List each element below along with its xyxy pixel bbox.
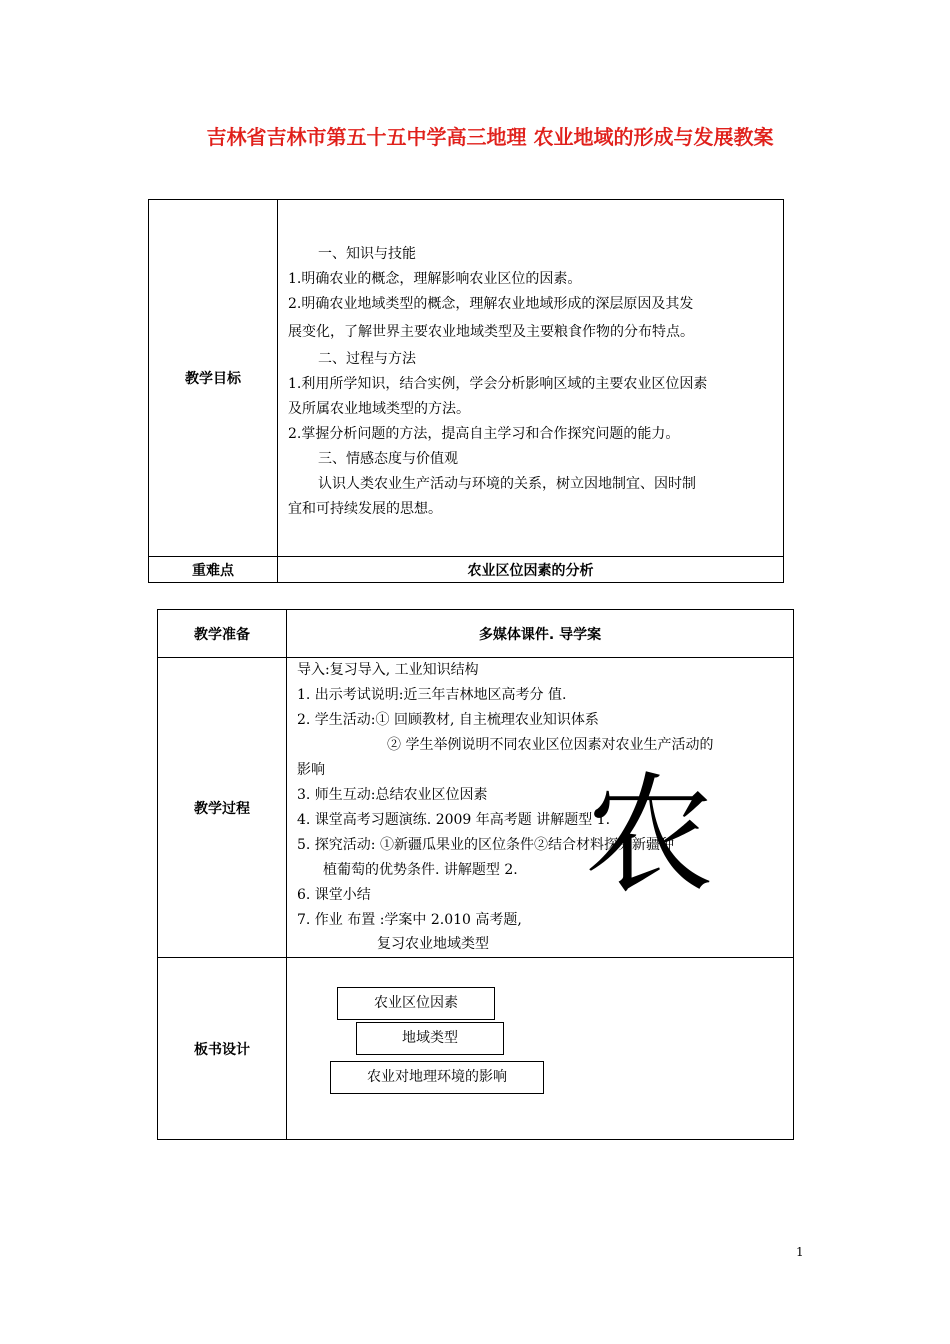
goals-line: 二、过程与方法: [318, 351, 416, 367]
watermark-character: 农: [584, 759, 715, 911]
prep-label: 教学准备: [158, 610, 287, 658]
process-line: 3. 师生互动:总结农业区位因素: [297, 787, 488, 803]
process-line: 2. 学生活动:① 回顾教材, 自主梳理农业知识体系: [297, 712, 599, 728]
board-label: 板书设计: [158, 958, 287, 1140]
board-box-environment-impact: 农业对地理环境的影响: [330, 1061, 544, 1094]
goals-line: 及所属农业地域类型的方法。: [288, 401, 470, 417]
goals-content: [278, 200, 784, 557]
goals-line: 展变化，了解世界主要农业地域类型及主要粮食作物的分布特点。: [288, 324, 694, 340]
process-line: 1. 出示考试说明:近三年吉林地区高考分 值.: [297, 687, 567, 703]
process-line: 4. 课堂高考习题演练. 2009 年高考题 讲解题型 1.: [297, 812, 611, 828]
process-line: 5. 探究活动: ①新疆瓜果业的区位条件②结合材料探究新疆种: [297, 837, 674, 853]
goals-table: [148, 199, 784, 583]
key-label: 重难点: [149, 557, 278, 583]
process-line: 复习农业地域类型: [377, 936, 489, 952]
goals-line: 认识人类农业生产活动与环境的关系，树立因地制宜、因时制: [318, 476, 696, 492]
goals-line: 2.掌握分析问题的方法，提高自主学习和合作探究问题的能力。: [288, 426, 680, 442]
process-line: 影响: [297, 762, 325, 778]
goals-line: 三、情感态度与价值观: [318, 451, 458, 467]
goals-line: 宜和可持续发展的思想。: [288, 501, 442, 517]
board-box-location-factors: 农业区位因素: [337, 987, 495, 1020]
page-title: 吉林省吉林市第五十五中学高三地理 农业地域的形成与发展教案: [206, 125, 774, 149]
key-value: 农业区位因素的分析: [278, 557, 784, 583]
page-number: 1: [796, 1245, 804, 1259]
prep-value: 多媒体课件. 导学案: [287, 610, 794, 658]
process-line: 植葡萄的优势条件. 讲解题型 2.: [323, 862, 518, 878]
process-line: 7. 作业 布置 :学案中 2.010 高考题,: [297, 912, 522, 928]
goals-line: 一、知识与技能: [318, 246, 416, 262]
board-box-region-types: 地域类型: [356, 1022, 504, 1055]
goals-label: 教学目标: [149, 200, 278, 557]
goals-line: 2.明确农业地域类型的概念，理解农业地域形成的深层原因及其发: [288, 296, 694, 312]
goals-line: 1.明确农业的概念，理解影响农业区位的因素。: [288, 271, 582, 287]
process-line: 导入:复习导入, 工业知识结构: [297, 662, 479, 678]
goals-line: 1.利用所学知识，结合实例，学会分析影响区域的主要农业区位因素: [288, 376, 708, 392]
process-line: 6. 课堂小结: [297, 887, 371, 903]
process-label: 教学过程: [158, 658, 287, 958]
process-line: ② 学生举例说明不同农业区位因素对农业生产活动的: [387, 737, 714, 753]
process-content: [287, 658, 794, 958]
